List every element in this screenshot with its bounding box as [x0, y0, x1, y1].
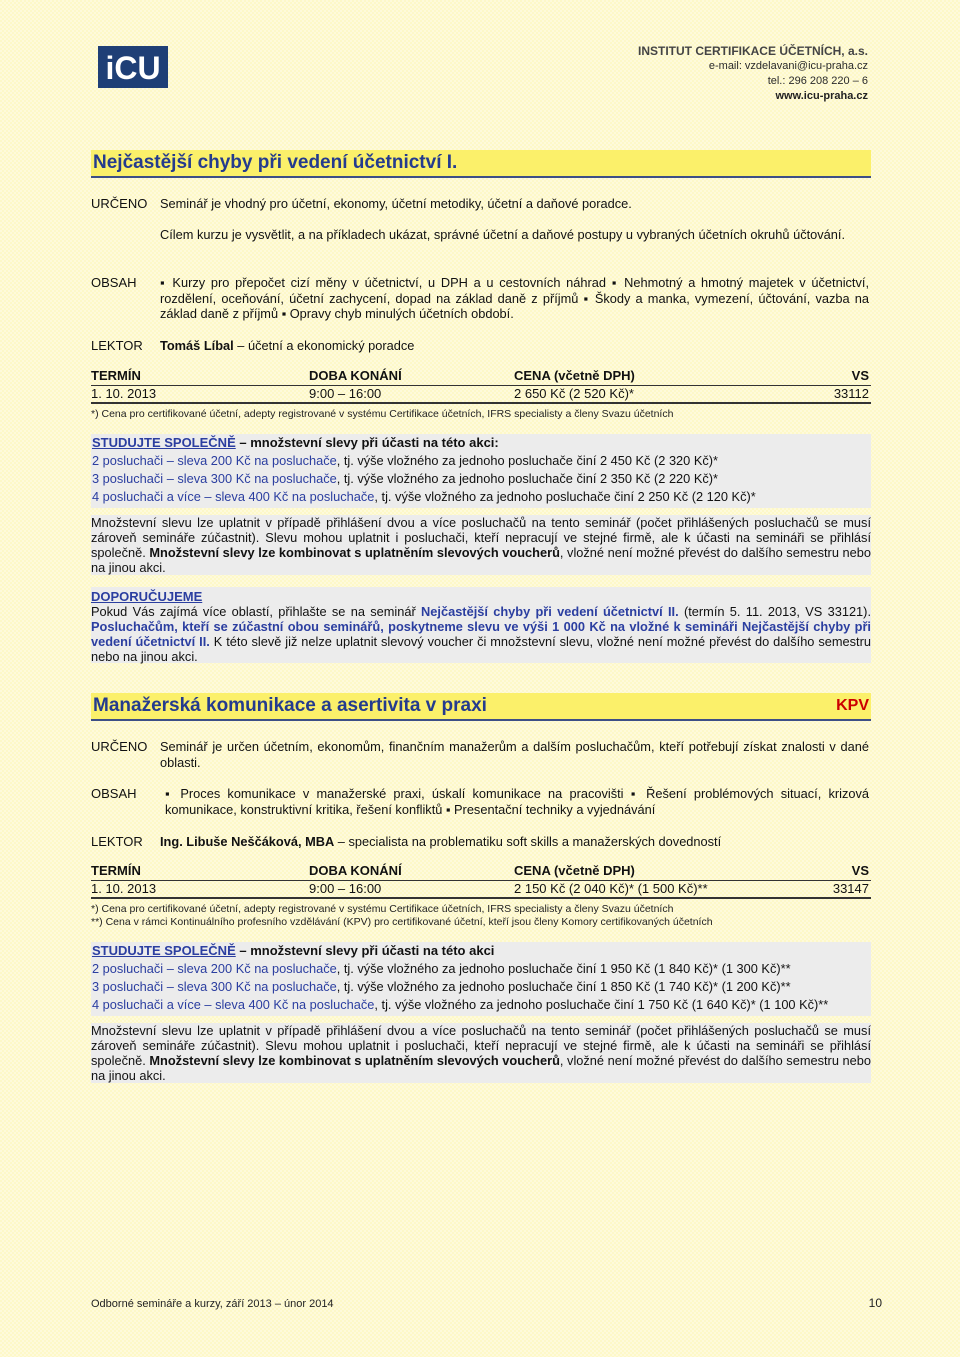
- institute-contact: [638, 44, 868, 104]
- para-bold: Množstevní slevy lze kombinovat s uplatněním slevových voucherů: [149, 1053, 560, 1068]
- institute-name: INSTITUT CERTIFIKACE ÚČETNÍCH, a.s.: [637, 44, 868, 58]
- course1-title-bar: [91, 150, 871, 178]
- discount-tier: 4 posluchači a více – sleva 400 Kč na posluchače: [92, 997, 375, 1012]
- course1-obsah-text: ▪ Kurzy pro přepočet cizí měny v účetnictví, u DPH a u cestovních náhrad ▪ Nehmotný a hmotný majetek v účetnictví, rozdělení, oceňování, účetní zachycení, dopad na základ daně z příjmů ▪ Škody a manka, vymezení, účtování, vazba na základ daně z příjmů ▪ Opravy chyb minulých účetních období.: [160, 275, 869, 321]
- discount-detail: , tj. výše vložného za jednoho posluchače činí 2 450 Kč (2 320 Kč)*: [336, 453, 719, 468]
- discount-line: [92, 488, 870, 506]
- svg-text:iCU: iCU: [105, 50, 161, 84]
- col-doba: DOBA KONÁNÍ: [309, 863, 402, 878]
- institute-web[interactable]: www.icu-praha.cz: [775, 90, 868, 102]
- course2-lektor-desc: – specialista na problematiku soft skills a manažerských dovedností: [334, 834, 722, 849]
- discount-line: [92, 452, 870, 470]
- discount-header: [92, 942, 870, 960]
- discount-line: [92, 960, 870, 978]
- rec-offer: Posluchačům, kteří se zúčastní obou seminářů, poskytneme slevu ve výši 1 000 Kč na vložné k semináři Nejčastější chyby při vedení účetnictví II.: [91, 619, 871, 649]
- para-text: Množstevní slevu lze uplatnit v případě přihlášení dvou a více posluchačů na tento seminář (počet přihlášených posluchačů se musí zároveň semináře zúčastnit). Slevu mohou uplatnit i posluchači, kteří nepracují ve stejné firmě, ale k účasti na semináři se přihlásí společně.: [91, 1023, 871, 1068]
- course1-goal-text: Cílem kurzu je vysvětlit, a na příkladech ukázat, správné účetní a daňové postupy u vybraných účetních okruhů účtování.: [160, 227, 846, 242]
- discount-tier: 3 posluchači – sleva 300 Kč na posluchače: [92, 979, 337, 994]
- course2-table-row: [91, 881, 871, 899]
- course1-recommend: [91, 587, 871, 663]
- discount-title: STUDUJTE SPOLEČNĚ: [92, 435, 236, 450]
- discount-detail: , tj. výše vložného za jednoho posluchače činí 1 950 Kč (1 840 Kč)* (1 300 Kč)**: [336, 961, 791, 976]
- course1-urceno-label: URČENO: [91, 196, 148, 211]
- discount-tier: 2 posluchači – sleva 200 Kč na posluchače: [92, 961, 337, 976]
- course2-urceno-text: Seminář je určen účetním, ekonomům, finančním manažerům a dalším posluchačům, kteří potřebují získat znalosti v dané oblasti.: [160, 739, 869, 770]
- course1-lektor-name: Tomáš Líbal: [160, 338, 234, 353]
- discount-title: STUDUJTE SPOLEČNĚ: [92, 943, 236, 958]
- course1-price-note: *) Cena pro certifikované účetní, adepty registrované v systému Certifikace účetních, IFRS specialisty a členy Svazu účetních: [91, 408, 674, 420]
- course1-discount-box: [91, 434, 871, 508]
- para-text-end: , vložné není možné převést do dalšího semestru nebo na jinou akci.: [91, 1053, 871, 1083]
- rec-term: (termín 5. 11. 2013, VS 33121).: [678, 604, 871, 619]
- para-text-end: , vložné není možné převést do dalšího semestru nebo na jinou akci.: [91, 545, 871, 575]
- course2-price-note: *) Cena pro certifikované účetní, adepty registrované v systému Certifikace účetních, IFRS specialisty a členy Svazu účetních: [91, 903, 674, 915]
- course1-lektor: [160, 338, 869, 354]
- course1-urceno-text: Seminář je vhodný pro účetní, ekonomy, účetní metodiky, účetní a daňové poradce.: [160, 196, 632, 211]
- discount-line: [92, 978, 870, 996]
- cell-vs: 33112: [833, 386, 869, 401]
- course2-lektor-name: Ing. Libuše Neščáková, MBA: [160, 834, 335, 849]
- para-bold: Množstevní slevy lze kombinovat s uplatněním slevových voucherů: [149, 545, 560, 560]
- cell-cena: 2 150 Kč (2 040 Kč)* (1 500 Kč)**: [514, 881, 708, 896]
- discount-title-rest: – množstevní slevy při účasti na této akci: [235, 943, 495, 958]
- course2-discount-paragraph: [91, 1023, 871, 1083]
- course2-title-bar: [91, 693, 871, 721]
- rec-course-link[interactable]: Nejčastější chyby při vedení účetnictví II.: [421, 604, 679, 619]
- course1-discount-paragraph: [91, 515, 871, 575]
- discount-line: [92, 996, 870, 1014]
- course2-lektor: [160, 834, 869, 850]
- rec-text: Pokud Vás zajímá více oblastí, přihlašte se na seminář: [91, 604, 422, 619]
- course1-lektor-label: LEKTOR: [91, 338, 143, 353]
- discount-detail: , tj. výše vložného za jednoho posluchače činí 1 850 Kč (1 740 Kč)* (1 200 Kč)**: [336, 979, 791, 994]
- discount-tier: 2 posluchači – sleva 200 Kč na posluchače: [92, 453, 337, 468]
- course1-title: Nejčastější chyby při vedení účetnictví I.: [93, 152, 458, 173]
- course1-table-header: [91, 368, 871, 386]
- kpv-badge: KPV: [836, 697, 869, 714]
- page-number: 10: [868, 1296, 882, 1310]
- cell-vs: 33147: [832, 881, 869, 896]
- para-text: Množstevní slevu lze uplatnit v případě přihlášení dvou a více posluchačů na tento seminář (počet přihlášených posluchačů se musí zároveň semináře zúčastnit). Slevu mohou uplatnit i posluchači, kteří nepracují ve stejné firmě, ale k účasti na semináři se přihlásí společně.: [91, 515, 871, 560]
- col-termin: TERMÍN: [91, 368, 141, 383]
- col-cena: CENA (včetně DPH): [514, 368, 635, 383]
- col-vs: VS: [851, 368, 869, 383]
- course2-table-header: [91, 863, 871, 881]
- institute-phone: tel.: 296 208 220 – 6: [767, 75, 868, 87]
- cell-doba: 9:00 – 16:00: [309, 386, 382, 401]
- col-cena: CENA (včetně DPH): [514, 863, 635, 878]
- course2-title: Manažerská komunikace a asertivita v praxi: [93, 695, 487, 716]
- course1-lektor-desc: – účetní a ekonomický poradce: [233, 338, 415, 353]
- discount-detail: , tj. výše vložného za jednoho posluchače činí 2 250 Kč (2 120 Kč)*: [374, 489, 756, 504]
- cell-termin: 1. 10. 2013: [91, 881, 157, 896]
- col-doba: DOBA KONÁNÍ: [309, 368, 402, 383]
- recommend-title: DOPORUČUJEME: [91, 589, 203, 604]
- footer-text: Odborné semináře a kurzy, září 2013 – únor 2014: [91, 1298, 334, 1310]
- icu-logo: [98, 46, 168, 88]
- discount-detail: , tj. výše vložného za jednoho posluchače činí 1 750 Kč (1 640 Kč)* (1 100 Kč)**: [374, 997, 829, 1012]
- course2-lektor-label: LEKTOR: [91, 834, 143, 849]
- discount-tier: 4 posluchači a více – sleva 400 Kč na posluchače: [92, 489, 375, 504]
- col-vs: VS: [851, 863, 869, 878]
- course2-obsah-label: OBSAH: [91, 786, 137, 801]
- course1-obsah-label: OBSAH: [91, 275, 137, 290]
- cell-cena: 2 650 Kč (2 520 Kč)*: [514, 386, 634, 401]
- col-termin: TERMÍN: [91, 863, 141, 878]
- discount-line: [92, 470, 870, 488]
- cell-termin: 1. 10. 2013: [91, 386, 157, 401]
- cell-doba: 9:00 – 16:00: [309, 881, 382, 896]
- course2-obsah-text: ▪ Proces komunikace v manažerské praxi, úskalí komunikace na pracovišti ▪ Řešení problémových situací, krizová komunikace, konstruktivní kritika, řešení konfliktů ▪ Presentační techniky a vyjednávání: [165, 786, 869, 817]
- discount-header: [92, 434, 870, 452]
- discount-title-rest: – množstevní slevy při účasti na této akci:: [235, 435, 499, 450]
- course2-discount-box: [91, 942, 871, 1016]
- course2-kpv-note: **) Cena v rámci Kontinuálního profesního vzdělávání (KPV) pro certifikované účetní, kteří jsou členy Komory certifikovaných účetních: [91, 916, 713, 928]
- rec-terms: K této slevě již nelze uplatnit slevový voucher či množstevní slevu, vložné není možné převést do dalšího semestru nebo na jinou akci.: [91, 634, 871, 664]
- course1-table-row: [91, 386, 871, 404]
- institute-email[interactable]: e-mail: vzdelavani@icu-praha.cz: [708, 60, 868, 72]
- discount-tier: 3 posluchači – sleva 300 Kč na posluchače: [92, 471, 337, 486]
- recommend-text: [91, 604, 871, 664]
- discount-detail: , tj. výše vložného za jednoho posluchače činí 2 350 Kč (2 220 Kč)*: [336, 471, 719, 486]
- course2-urceno-label: URČENO: [91, 739, 148, 754]
